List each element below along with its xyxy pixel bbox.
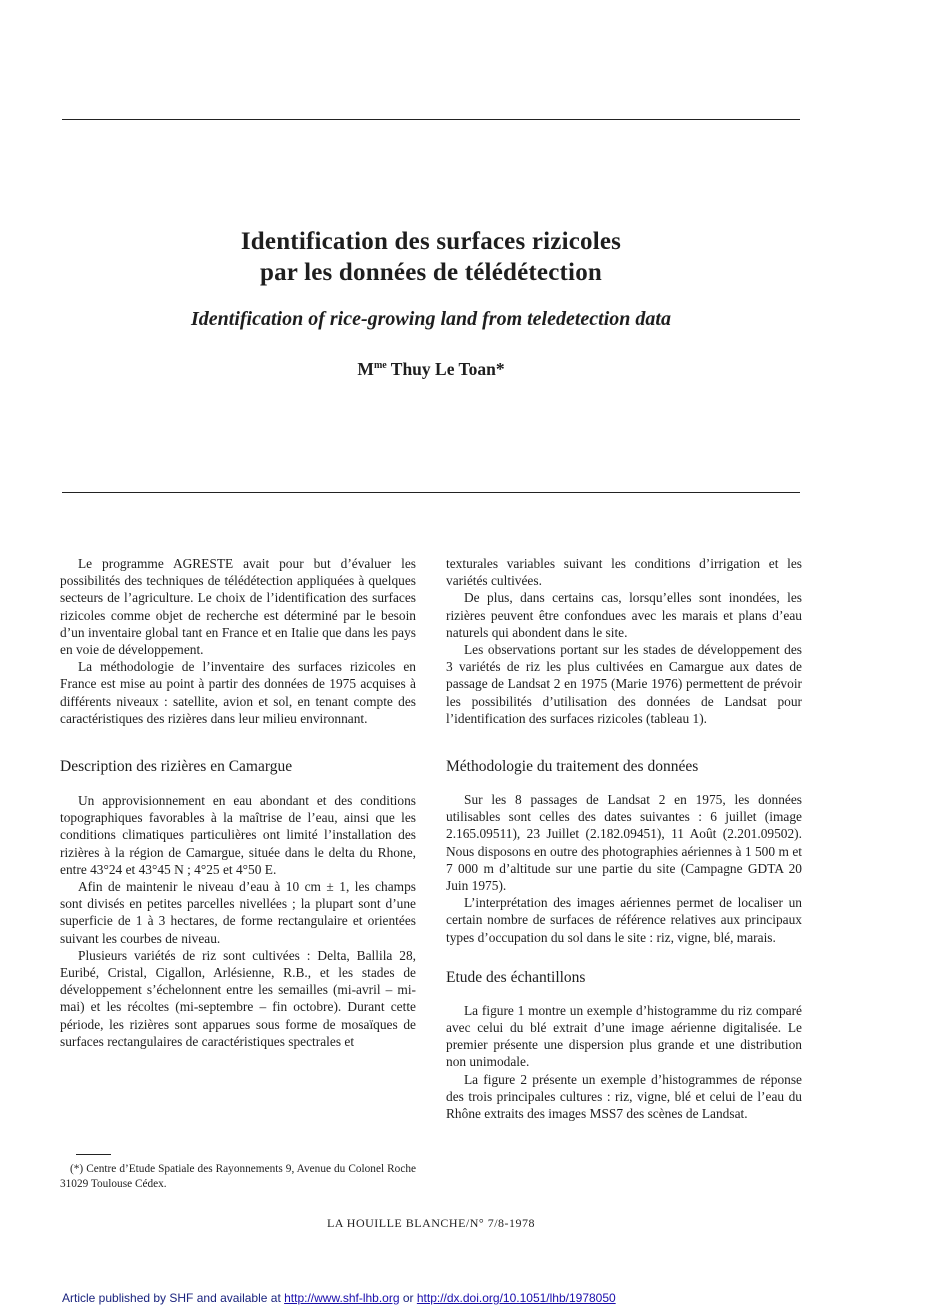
section-heading: Méthodologie du traitement des données — [446, 758, 699, 776]
paragraph: La méthodologie de l’inventaire des surfaces rizicoles en France est mise au point à partir des données de 1975 acquises à différents niveaux : satellite, avion et sol, en tenant compte des caractéristiques des rizières dans leur milieu environnant. — [60, 659, 416, 726]
paragraph: texturales variables suivant les conditions d’irrigation et les variétés cultivées. — [446, 556, 802, 589]
author — [62, 354, 800, 381]
header-top-rule — [62, 119, 800, 120]
paragraph: De plus, dans certains cas, lorsqu’elles sont inondées, les rizières peuvent être confondues avec les marais et plans d’eau naturels qui abondent dans le site. — [446, 590, 802, 640]
paragraph: Plusieurs variétés de riz sont cultivées : Delta, Ballila 28, Euribé, Cristal, Cigallon, Arlésienne, R.B., et les stades de développement s’échelonnent entre les semailles (mi-avril – mi-mai) et les récoltes (mi-septembre – fin octobre). Durant cette période, les rizières sont apparues sous forme de mosaïques de surfaces rectangulaires de caractéristiques spectrales et — [60, 947, 416, 1049]
publication-notice — [62, 1291, 616, 1305]
paragraph: Un approvisionnement en eau abondant et des conditions topographiques favorables à la maîtrise de l’eau, ainsi que les conditions climatiques particulières ont limité l’installation des rizières à la région de Camargue, située dans le delta du Rhone, entre 43°24 et 43°45 N ; 4°25 et 4°50 E. — [60, 793, 416, 877]
author-prefix: M — [357, 359, 374, 379]
left-column — [60, 555, 416, 1050]
section-heading: Description des rizières en Camargue — [60, 758, 293, 776]
article-subtitle: Identification of rice-growing land from teledetection data — [191, 308, 671, 330]
title-line-1: Identification des surfaces rizicoles — [240, 228, 622, 255]
author-prefix-sup: me — [373, 360, 387, 371]
title-line-2: par les données de télédétection — [259, 259, 602, 286]
paragraph: Les observations portant sur les stades de développement des 3 variétés de riz les plus cultivées en Camargue aux dates de passage de Landsat 2 en 1975 (Marie 1976) permettent de prévoir les possibilités d’utilisation des données de Landsat pour l’identification des surfaces rizicoles (tableau 1). — [446, 642, 802, 726]
author-name: Thuy Le Toan* — [386, 359, 505, 379]
paragraph: Sur les 8 passages de Landsat 2 en 1975, les données utilisables sont celles des dates suivantes : 6 juillet (image 2.165.09511), 23 Juillet (2.182.09451), 11 Août (2.201.09502). Nous disposons en outre des photographies aériennes à 1 500 m et 7 000 m d’altitude sur une partie du site (Campagne GDTA 20 Juin 1975). — [446, 792, 802, 894]
paragraph: L’interprétation des images aériennes permet de localiser un certain nombre de surfaces de référence relatives aux principaux types d’occupation du sol dans le site : riz, vigne, blé, marais. — [446, 895, 802, 945]
journal-footer: LA HOUILLE BLANCHE/N° 7/8-1978 — [326, 1216, 536, 1230]
published-text: Article published by SHF and available at — [62, 1291, 285, 1305]
paragraph: Le programme AGRESTE avait pour but d’évaluer les possibilités des techniques de télédétection appliquées à quelques secteurs de l’agriculture. Le choix de l’identification des surfaces rizicoles comme objet de recherche est déterminé par le besoin d’un inventaire global tant en France et en Italie que dans les pays en voie de développement. — [60, 556, 416, 658]
paragraph: Afin de maintenir le niveau d’eau à 10 cm ± 1, les champs sont divisés en petites parcelles nivellées ; la plupart sont d’une superficie de 1 à 3 hectares, de forme rectangulaire et orientées suivant les courbes de niveau. — [60, 879, 416, 946]
or-text: or — [399, 1291, 417, 1305]
article-title — [62, 226, 800, 288]
right-column — [446, 555, 802, 1122]
paragraph: La figure 1 montre un exemple d’histogramme du riz comparé avec celui du blé extrait d’une image aérienne digitalisée. Le premier présente une dispersion plus grande et une distribution non unimodale. — [446, 1002, 802, 1070]
footnote-rule — [76, 1154, 111, 1155]
shf-link[interactable]: http://www.shf-lhb.org — [284, 1291, 400, 1305]
paragraph: La figure 2 présente un exemple d’histogrammes de réponse des trois principales cultures : riz, vigne, blé et celui de l’eau du Rhône extraits des images MSS7 des scènes de Landsat. — [446, 1071, 802, 1122]
footnote: (*) Centre d’Etude Spatiale des Rayonnements 9, Avenue du Colonel Roche 31029 Toulouse Cédex. — [60, 1163, 416, 1190]
section-heading: Etude des échantillons — [446, 968, 586, 986]
doi-link[interactable]: http://dx.doi.org/10.1051/lhb/1978050 — [416, 1291, 616, 1305]
header-bottom-rule — [62, 492, 800, 493]
